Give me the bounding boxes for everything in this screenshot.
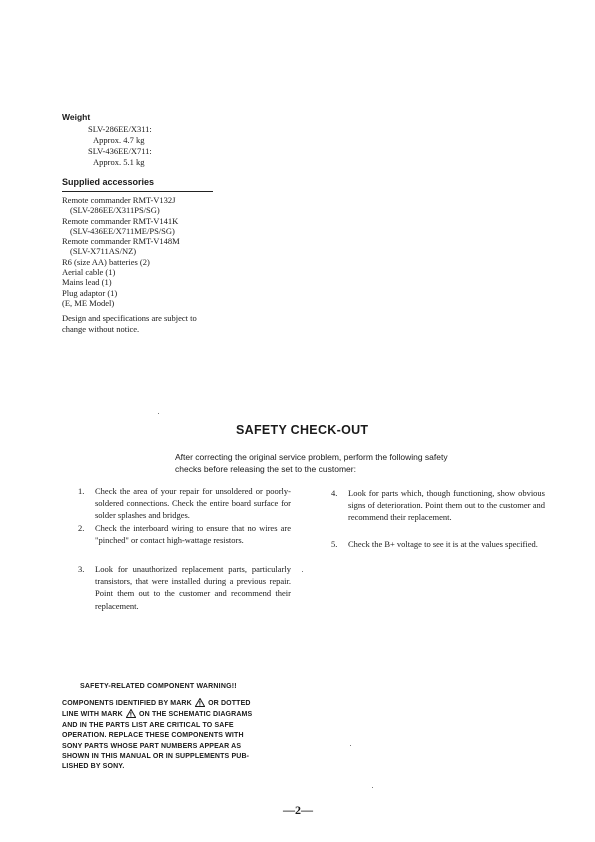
step-number: 1.	[78, 486, 85, 496]
warning-triangle-icon	[195, 698, 205, 707]
warning-line-6: SHOWN IN THIS MANUAL OR IN SUPPLEMENTS PUB-	[62, 753, 250, 761]
warning-line-1: COMPONENTS IDENTIFIED BY MARK ! OR DOTTED	[62, 700, 251, 707]
svg-text:!: !	[198, 700, 202, 707]
safety-step-3	[78, 563, 292, 613]
warning-line-5: SONY PARTS WHOSE PART NUMBERS APPEAR AS	[62, 742, 242, 750]
warning-body	[62, 698, 282, 773]
step-text: Check the interboard wiring to ensure that no wires are "pinched" or contact high-wattage resistors.	[95, 523, 291, 546]
list-item: Remote commander RMT-V132J	[62, 195, 176, 205]
safety-intro: After correcting the original service problem, perform the following safety checks before releasing the set to the customer:	[175, 452, 448, 474]
step-number: 3.	[78, 564, 85, 574]
step-text: Look for unauthorized replacement parts, particularly transistors, that were installed during a previous repair. Point them out to the customer and recommend their replacement.	[95, 564, 291, 611]
weight-value-2: Approx. 5.1 kg	[93, 157, 145, 167]
accessories-list	[62, 195, 180, 308]
accessories-heading: Supplied accessories	[62, 177, 155, 187]
weight-heading: Weight	[62, 112, 91, 122]
list-item: (SLV-436EE/X711ME/PS/SG)	[70, 225, 175, 236]
list-item: Plug adaptor (1)	[62, 287, 118, 298]
weight-model-2: SLV-436EE/X711:	[88, 146, 152, 156]
list-item: (SLV-286EE/X311PS/SG)	[70, 205, 160, 216]
warning-line-3: AND IN THE PARTS LIST ARE CRITICAL TO SAFE	[62, 721, 234, 729]
list-item: (E, ME Model)	[62, 297, 115, 308]
step-number: 2.	[78, 523, 85, 533]
scan-speck	[158, 413, 159, 414]
page-number: —2—	[283, 803, 313, 817]
warning-line-2: LINE WITH MARK ! ON THE SCHEMATIC DIAGRAMS	[62, 711, 253, 719]
list-item: Remote commander RMT-V141K	[62, 215, 179, 226]
scan-speck	[372, 787, 373, 788]
safety-step-1	[78, 485, 292, 523]
scan-speck	[302, 571, 303, 572]
accessories-divider	[62, 191, 213, 192]
warning-line-4: OPERATION. REPLACE THESE COMPONENTS WITH	[62, 732, 244, 740]
weight-value-1: Approx. 4.7 kg	[93, 135, 145, 145]
scan-speck	[350, 745, 351, 746]
safety-checkout-title: SAFETY CHECK-OUT	[236, 423, 369, 437]
warning-title: SAFETY-RELATED COMPONENT WARNING!!	[80, 683, 237, 690]
list-item: Aerial cable (1)	[62, 267, 116, 278]
list-item: Remote commander RMT-V148M	[62, 236, 180, 247]
step-text: Look for parts which, though functioning, show obvious signs of deterioration. Point them out to the customer and recommend their replacement.	[348, 488, 545, 523]
svg-text:!: !	[129, 712, 133, 719]
list-item: Mains lead (1)	[62, 277, 112, 288]
step-text: Check the area of your repair for unsoldered or poorly-soldered connections. Check the entire board surface for solder splashes and bridges.	[95, 486, 291, 521]
list-item: (SLV-X711AS/NZ)	[70, 246, 137, 257]
specifications-note: Design and specifications are subject to change without notice.	[62, 313, 197, 334]
safety-step-5	[331, 538, 546, 564]
weight-model-1: SLV-286EE/X311:	[88, 124, 152, 134]
safety-step-2	[78, 522, 292, 560]
safety-step-4	[331, 487, 546, 537]
step-number: 5.	[331, 539, 338, 549]
warning-line-7: LISHED BY SONY.	[62, 763, 125, 771]
list-item: R6 (size AA) batteries (2)	[62, 256, 150, 267]
step-number: 4.	[331, 488, 338, 498]
step-text: Check the B+ voltage to see it is at the values specified.	[348, 539, 538, 549]
warning-triangle-icon	[126, 709, 136, 718]
